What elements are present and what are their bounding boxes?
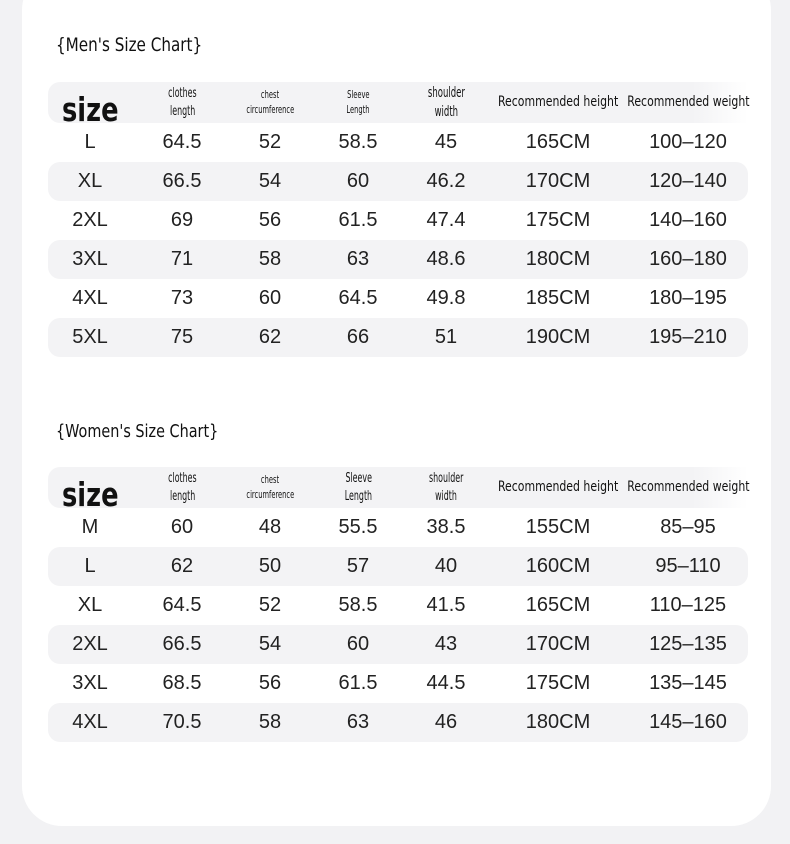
cell-chest-circumference: 58 [258, 248, 282, 270]
cell-recommended-height: 160CM [525, 555, 591, 577]
cell-recommended-weight: 180–195 [649, 287, 727, 309]
header-sleeve-length: Sleeve Length [344, 470, 372, 504]
cell-size: 5XL [72, 326, 108, 348]
header-recommended-weight: Recommended weight [626, 479, 750, 496]
cell-shoulder-width: 44.5 [426, 672, 466, 694]
cell-recommended-weight: 100–120 [649, 131, 727, 153]
header-sleeve-length: Sleeve Length [346, 87, 370, 116]
header-clothes-length: clothes length [167, 470, 197, 504]
header-recommended-height: Recommended height [497, 94, 619, 111]
cell-recommended-height: 175CM [525, 672, 591, 694]
men-size-table [48, 82, 748, 357]
cell-shoulder-width: 46.2 [426, 170, 466, 192]
women-chart-title: {Women's Size Chart} [56, 421, 219, 442]
cell-clothes-length: 66.5 [162, 170, 202, 192]
cell-recommended-weight: 195–210 [649, 326, 727, 348]
header-recommended-weight: Recommended weight [626, 94, 750, 111]
cell-chest-circumference: 54 [258, 633, 282, 655]
table-row [48, 664, 748, 703]
table-header-row [48, 467, 750, 515]
table-row [48, 586, 748, 625]
cell-recommended-weight: 135–145 [649, 672, 727, 694]
cell-shoulder-width: 38.5 [426, 516, 466, 538]
cell-size: XL [77, 170, 103, 192]
cell-chest-circumference: 60 [258, 287, 282, 309]
cell-clothes-length: 69 [170, 209, 194, 231]
cell-sleeve-length: 55.5 [338, 516, 378, 538]
cell-sleeve-length: 64.5 [338, 287, 378, 309]
cell-recommended-height: 170CM [525, 170, 591, 192]
header-size: size [61, 90, 119, 130]
cell-size: 3XL [72, 672, 108, 694]
cell-size: 4XL [72, 711, 108, 733]
cell-sleeve-length: 66 [346, 326, 370, 348]
cell-recommended-height: 180CM [525, 248, 591, 270]
cell-chest-circumference: 62 [258, 326, 282, 348]
cell-shoulder-width: 49.8 [426, 287, 466, 309]
cell-shoulder-width: 46 [434, 711, 458, 733]
cell-size: 2XL [72, 209, 108, 231]
cell-recommended-height: 170CM [525, 633, 591, 655]
header-chest-circumference: chest circumference [246, 472, 294, 501]
cell-sleeve-length: 57 [346, 555, 370, 577]
cell-recommended-weight: 120–140 [649, 170, 727, 192]
table-row [48, 625, 748, 664]
cell-chest-circumference: 56 [258, 209, 282, 231]
women-size-table [48, 467, 748, 742]
cell-clothes-length: 60 [170, 516, 194, 538]
cell-recommended-height: 155CM [525, 516, 591, 538]
cell-shoulder-width: 41.5 [426, 594, 466, 616]
cell-size: M [81, 516, 99, 538]
table-row [48, 547, 748, 586]
cell-size: XL [77, 594, 103, 616]
header-shoulder-width: shoulder width [427, 84, 465, 120]
cell-recommended-weight: 160–180 [649, 248, 727, 270]
header-size: size [61, 475, 119, 515]
cell-recommended-height: 185CM [525, 287, 591, 309]
cell-clothes-length: 71 [170, 248, 194, 270]
men-chart-title: {Men's Size Chart} [56, 34, 203, 56]
table-row [48, 703, 748, 742]
table-row [48, 508, 748, 547]
cell-clothes-length: 64.5 [162, 131, 202, 153]
cell-clothes-length: 62 [170, 555, 194, 577]
table-row [48, 318, 748, 357]
cell-sleeve-length: 61.5 [338, 672, 378, 694]
table-row [48, 279, 748, 318]
table-row [48, 240, 748, 279]
cell-sleeve-length: 61.5 [338, 209, 378, 231]
cell-clothes-length: 68.5 [162, 672, 202, 694]
table-row [48, 123, 748, 162]
cell-clothes-length: 73 [170, 287, 194, 309]
cell-recommended-height: 165CM [525, 131, 591, 153]
cell-shoulder-width: 45 [434, 131, 458, 153]
cell-size: 4XL [72, 287, 108, 309]
cell-sleeve-length: 60 [346, 170, 370, 192]
cell-size: L [84, 131, 96, 153]
cell-chest-circumference: 52 [258, 131, 282, 153]
cell-clothes-length: 66.5 [162, 633, 202, 655]
cell-chest-circumference: 56 [258, 672, 282, 694]
header-shoulder-width: shoulder width [428, 470, 464, 504]
cell-recommended-weight: 95–110 [655, 555, 721, 577]
cell-clothes-length: 75 [170, 326, 194, 348]
cell-shoulder-width: 40 [434, 555, 458, 577]
cell-sleeve-length: 63 [346, 711, 370, 733]
cell-size: L [84, 555, 96, 577]
cell-clothes-length: 64.5 [162, 594, 202, 616]
cell-recommended-height: 175CM [525, 209, 591, 231]
cell-chest-circumference: 54 [258, 170, 282, 192]
cell-size: 3XL [72, 248, 108, 270]
cell-size: 2XL [72, 633, 108, 655]
cell-recommended-weight: 85–95 [660, 516, 716, 538]
cell-chest-circumference: 50 [258, 555, 282, 577]
header-chest-circumference: chest circumference [246, 87, 294, 116]
cell-clothes-length: 70.5 [162, 711, 202, 733]
table-row [48, 162, 748, 201]
cell-recommended-weight: 140–160 [649, 209, 727, 231]
cell-recommended-height: 165CM [525, 594, 591, 616]
cell-recommended-weight: 125–135 [649, 633, 727, 655]
cell-shoulder-width: 48.6 [426, 248, 466, 270]
cell-recommended-weight: 145–160 [649, 711, 727, 733]
table-row [48, 201, 748, 240]
cell-shoulder-width: 43 [434, 633, 458, 655]
cell-sleeve-length: 63 [346, 248, 370, 270]
cell-shoulder-width: 47.4 [426, 209, 466, 231]
cell-sleeve-length: 58.5 [338, 131, 378, 153]
cell-chest-circumference: 48 [258, 516, 282, 538]
cell-sleeve-length: 60 [346, 633, 370, 655]
cell-chest-circumference: 52 [258, 594, 282, 616]
table-header-row [48, 82, 750, 130]
cell-recommended-height: 190CM [525, 326, 591, 348]
header-clothes-length: clothes length [167, 85, 197, 119]
header-recommended-height: Recommended height [497, 479, 619, 496]
cell-sleeve-length: 58.5 [338, 594, 378, 616]
cell-recommended-height: 180CM [525, 711, 591, 733]
cell-shoulder-width: 51 [434, 326, 458, 348]
cell-chest-circumference: 58 [258, 711, 282, 733]
cell-recommended-weight: 110–125 [649, 594, 727, 616]
